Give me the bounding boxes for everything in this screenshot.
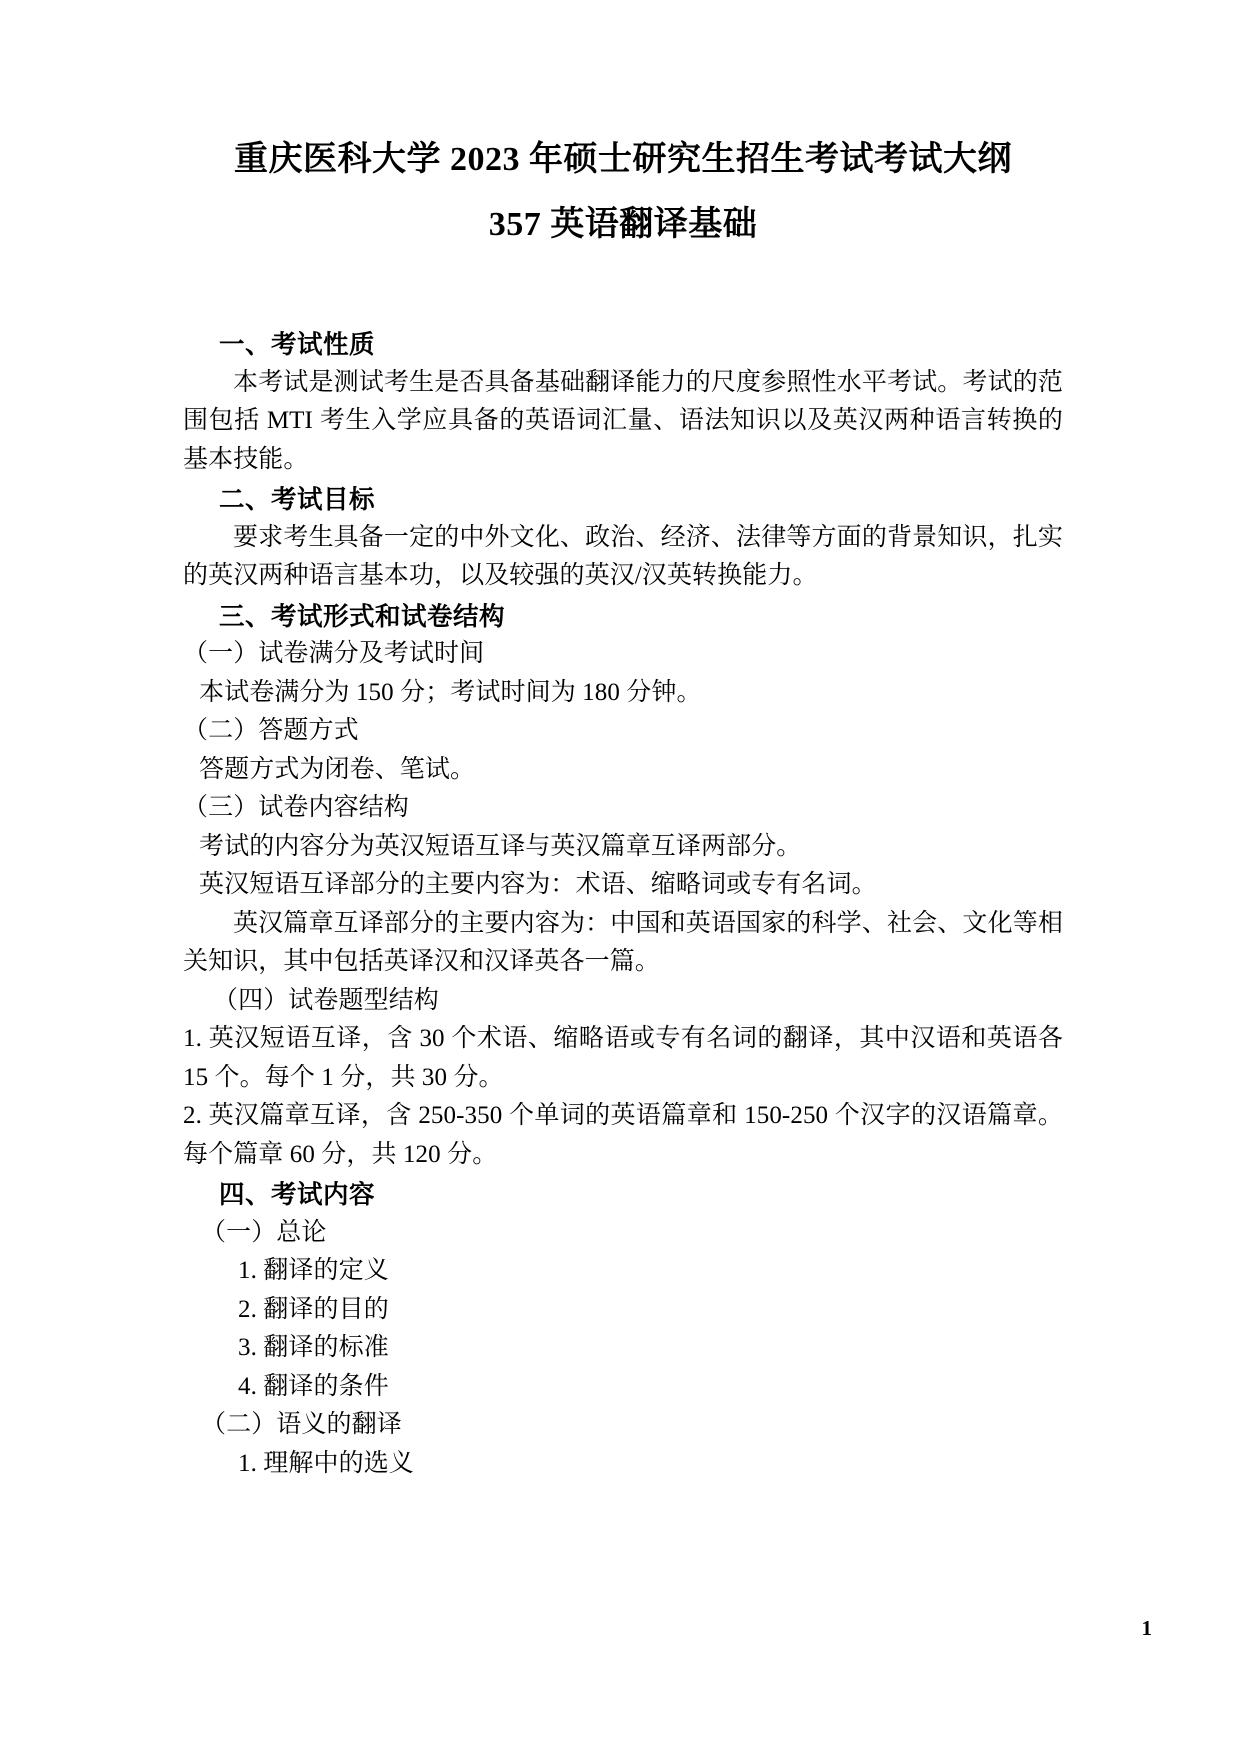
section-heading-2: 二、考试目标 <box>219 485 376 514</box>
section-heading-1: 一、考试性质 <box>219 330 376 359</box>
section-3-subbody-3-line-1: 考试的内容分为英汉短语互译与英汉篇章互译两部分。 <box>199 832 802 860</box>
section-3-subbody-3-line-3: 英汉篇章互译部分的主要内容为：中国和英语国家的科学、社会、文化等相关知识，其中包括英译汉和汉译英各一篇。 <box>183 909 1063 975</box>
section-4-sub1-item-1: 1. 翻译的定义 <box>238 1257 389 1284</box>
section-2-paragraph-1: 要求考生具备一定的中外文化、政治、经济、法律等方面的背景知识，扎实的英汉两种语言基本功，以及较强的英汉/汉英转换能力。 <box>183 523 1063 589</box>
section-4-sub2-item-1: 1. 理解中的选义 <box>238 1449 414 1477</box>
document-title-line2: 357 英语翻译基础 <box>488 205 758 243</box>
section-1-paragraph-1: 本考试是测试考生是否具备基础翻译能力的尺度参照性水平考试。考试的范围包括 MTI 考生入学应具备的英语词汇量、语法知识以及英汉两种语言转换的基本技能。 <box>183 368 1063 473</box>
title-spacer <box>183 246 1063 324</box>
section-3-question-type-item-1: 1. 英汉短语互译，含 30 个术语、缩略语或专有名词的翻译，其中汉语和英语各 15 个。每个 1 分，共 30 分。 <box>183 1025 1063 1091</box>
section-4-sub1-item-2: 2. 翻译的目的 <box>238 1295 389 1323</box>
section-3-question-type-item-2: 2. 英汉篇章互译，含 250-350 个单词的英语篇章和 150-250 个汉字的汉语篇章。每个篇章 60 分，共 120 分。 <box>183 1102 1063 1168</box>
document-title-line1: 重庆医科大学 2023 年硕士研究生招生考试考试大纲 <box>234 141 1012 178</box>
section-4-sub1-item-4: 4. 翻译的条件 <box>238 1372 389 1400</box>
section-heading-3: 三、考试形式和试卷结构 <box>219 601 506 631</box>
document-content <box>183 0 1063 1483</box>
section-3-subheading-3: （三）试卷内容结构 <box>183 794 409 821</box>
section-3-subheading-1: （一）试卷满分及考试时间 <box>183 640 485 667</box>
section-3-subbody-2: 答题方式为闭卷、笔试。 <box>199 755 476 783</box>
section-3-subheading-2: （二）答题方式 <box>183 717 359 744</box>
section-heading-4: 四、考试内容 <box>219 1180 376 1209</box>
section-4-subheading-2: （二）语义的翻译 <box>201 1411 402 1438</box>
section-4-subheading-1: （一）总论 <box>201 1218 327 1246</box>
section-4-sub1-item-3: 3. 翻译的标准 <box>238 1334 389 1361</box>
section-3-subbody-3-line-2: 英汉短语互译部分的主要内容为：术语、缩略词或专有名词。 <box>199 871 877 898</box>
page-number: 1 <box>1141 1616 1152 1640</box>
section-3-subbody-1: 本试卷满分为 150 分；考试时间为 180 分钟。 <box>199 678 702 706</box>
section-3-subheading-4: （四）试卷题型结构 <box>213 986 439 1014</box>
